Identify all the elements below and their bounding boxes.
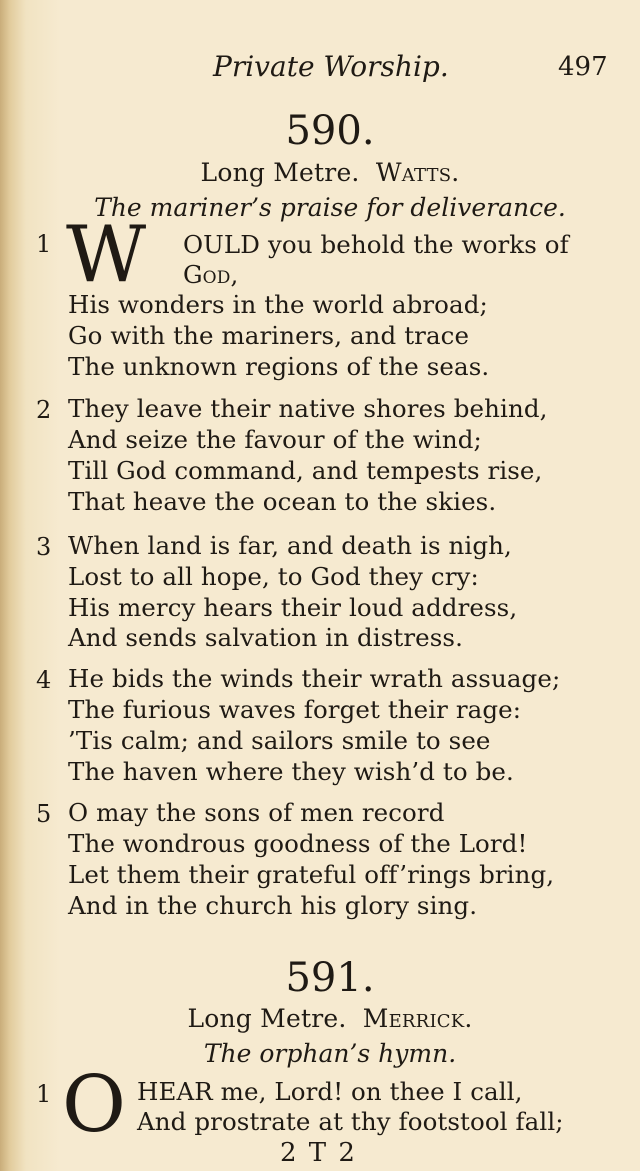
author: Merrick. xyxy=(362,1004,473,1033)
meter: Long Metre. xyxy=(200,158,360,187)
drop-cap-continuation: OULD xyxy=(183,230,261,259)
author: Watts. xyxy=(375,158,460,187)
verse-line: When land is far, and death is nigh, xyxy=(68,531,512,560)
meter: Long Metre. xyxy=(187,1004,347,1033)
verse-line: Go with the mariners, and trace xyxy=(68,321,470,350)
page-number: 497 xyxy=(558,52,608,82)
verse-line: ’Tis calm; and sailors smile to see xyxy=(68,726,491,755)
verse-line: The haven where they wish’d to be. xyxy=(68,757,514,786)
hymn-meter-line xyxy=(10,1004,640,1033)
verse-line: That heave the ocean to the skies. xyxy=(68,487,497,516)
hymn-subtitle: The mariner’s praise for deliverance. xyxy=(94,193,566,222)
verse-line: And in the church his glory sing. xyxy=(68,891,478,920)
verse-number: 2 xyxy=(36,396,52,424)
signature-mark: 2 T 2 xyxy=(280,1138,357,1168)
verse-number: 1 xyxy=(36,230,52,258)
drop-cap: O xyxy=(62,1060,126,1150)
hymn-subtitle: The orphan’s hymn. xyxy=(203,1039,457,1068)
verse-line: And seize the favour of the wind; xyxy=(68,425,482,454)
hymn-number: 590. xyxy=(285,108,375,154)
verse-number: 3 xyxy=(36,533,52,561)
verse-line xyxy=(183,230,569,259)
verse-line: He bids the winds their wrath assuage; xyxy=(68,664,561,693)
verse-line: The wondrous goodness of the Lord! xyxy=(68,829,528,858)
verse-line: HEAR me, Lord! on thee I call, xyxy=(137,1077,523,1106)
hymn-meter-line xyxy=(10,158,640,187)
verse-line: Let them their grateful off’rings bring, xyxy=(68,860,555,889)
verse-line: Till God command, and tempests rise, xyxy=(68,456,543,485)
verse-line: And prostrate at thy footstool fall; xyxy=(137,1107,564,1136)
verse-number: 1 xyxy=(36,1080,52,1108)
drop-cap: W xyxy=(66,210,147,300)
verse-line: Lost to all hope, to God they cry: xyxy=(68,562,479,591)
verse-line: The furious waves forget their rage: xyxy=(68,695,522,724)
verse-line: They leave their native shores behind, xyxy=(68,394,548,423)
verse-line: O may the sons of men record xyxy=(68,798,445,827)
running-title: Private Worship. xyxy=(213,50,449,83)
verse-line: And sends salvation in distress. xyxy=(68,623,463,652)
line-text: you behold the works of xyxy=(267,230,569,259)
verse-line: His wonders in the world abroad; xyxy=(68,290,488,319)
verse-line: The unknown regions of the seas. xyxy=(68,352,490,381)
verse-line: God, xyxy=(183,260,239,289)
hymn-number: 591. xyxy=(285,955,375,1001)
verse-number: 4 xyxy=(36,666,52,694)
verse-number: 5 xyxy=(36,800,52,828)
verse-line: His mercy hears their loud address, xyxy=(68,593,518,622)
